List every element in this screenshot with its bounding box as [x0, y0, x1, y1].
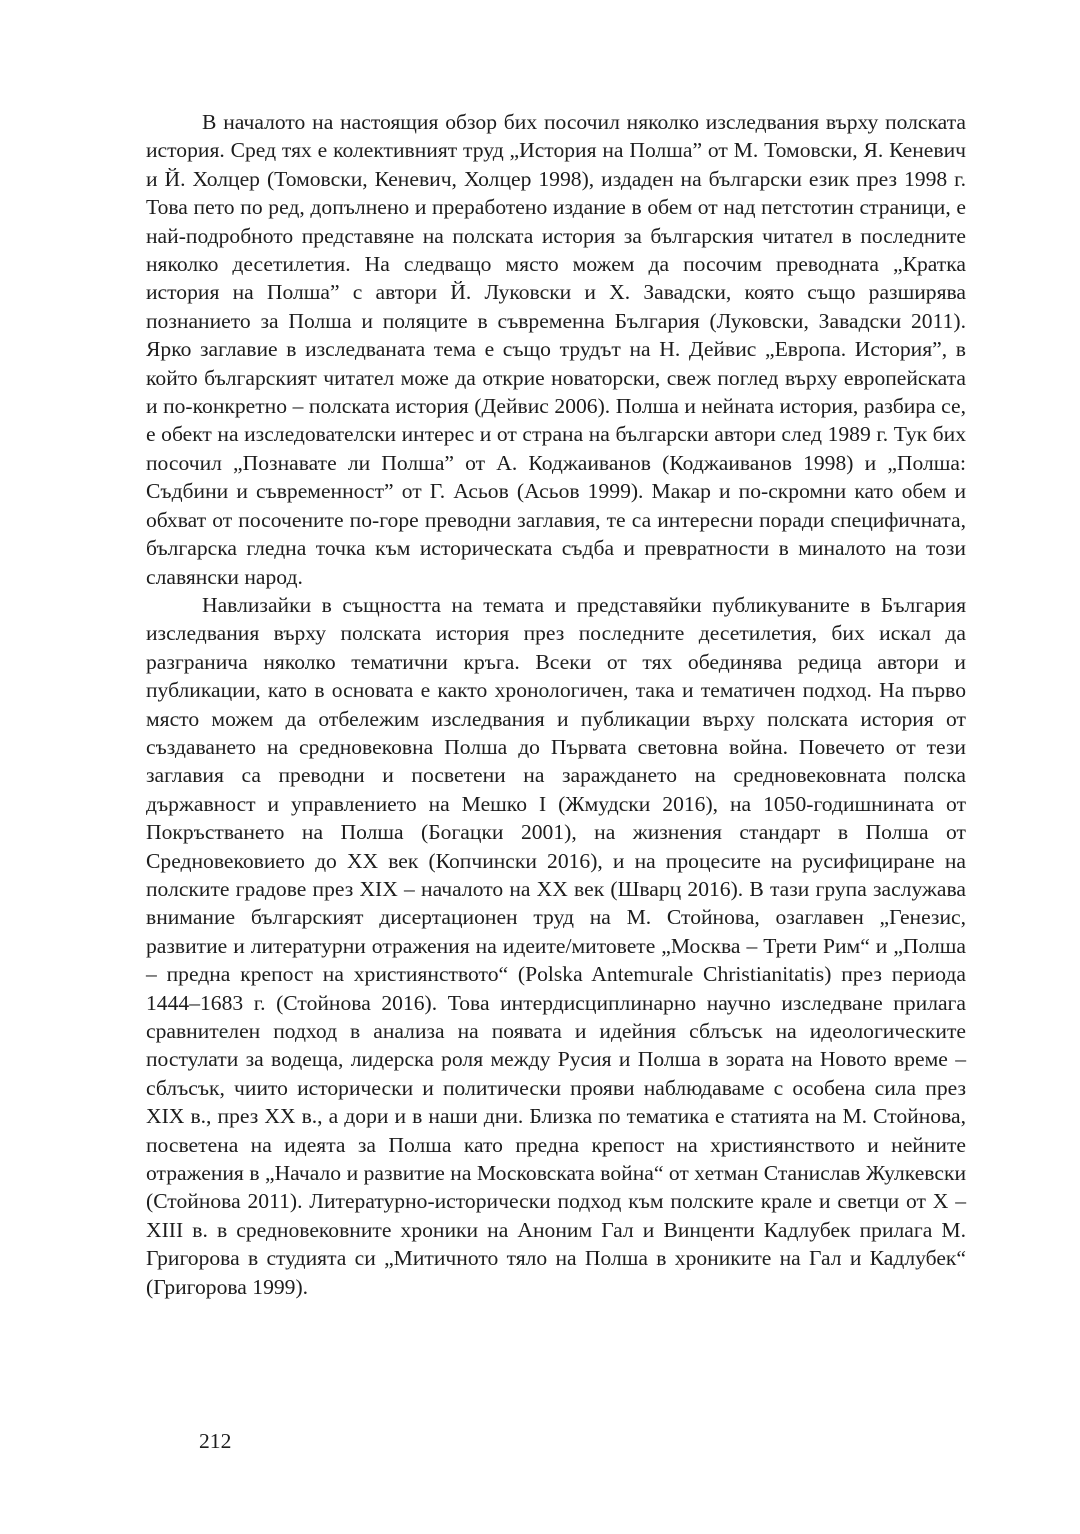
- document-body: [146, 108, 966, 1301]
- page-number: 212: [199, 1429, 232, 1453]
- paragraph: В началото на настоящия обзор бих посочил няколко изследвания върху полската история. Сред тях е колективният труд „История на Полша” от М. Томовски, Я. Кеневич и Й. Холцер (Томовски, Кеневич, Холцер 1998), издаден на български език през 1998 г. Това пето по ред, допълнено и преработено издание в обем от над петстотин страници, е най-подробното представяне на полската история за българския читател в последните няколко десетилетия. На следващо място можем да посочим преводната „Кратка история на Полша” с автори Й. Луковски и Х. Завадски, която също разширява познанието за Полша и поляците в съвременна България (Луковски, Завадски 2011). Ярко заглавие в изследваната тема е също трудът на Н. Дейвис „Европа. История”, в който българският читател може да открие новаторски, свеж поглед върху европейската и по-конкретно – полската история (Дейвис 2006). Полша и нейната история, разбира се, е обект на изследователски интерес и от страна на български автори след 1989 г. Тук бих посочил „Познавате ли Полша” от А. Коджаиванов (Коджаиванов 1998) и „Полша: Съдбини и съвременност” от Г. Асьов (Асьов 1999). Макар и по-скромни като обем и обхват от посочените по-горе преводни заглавия, те са интересни поради специфичната, българска гледна точка към историческата съдба и превратности в миналото на този славянски народ.: [146, 110, 966, 589]
- paragraph: Навлизайки в същността на темата и представяйки публикуваните в България изследвания върху полската история през последните десетилетия, бих искал да разгранича няколко тематични кръга. Всеки от тях обединява редица автори и публикации, като в основата е както хронологичен, така и тематичен подход. На първо място можем да отбележим изследвания и публикации върху полската история от създаването на средновековна Полша до Първата световна война. Повечето от тези заглавия са преводни и посветени на зараждането на средновековната полска държавност и управлението на Мешко I (Жмудски 2016), на 1050-годишнината от Покръстването на Полша (Богацки 2001), на жизнения стандарт в Полша от Средновековието до XX век (Копчински 2016), и на процесите на русифициране на полските градове през XIX – началото на XX век (Шварц 2016). В тази група заслужава внимание българският дисертационен труд на М. Стойнова, озаглавен „Генезис, развитие и литературни отражения на идеите/митовете „Москва – Трети Рим“ и „Полша – предна крепост на християнството“ (Polska Antemurale Christianitatis) през периода 1444–1683 г. (Стойнова 2016). Това интердисциплинарно научно изследване прилага сравнителен подход в анализа на появата и идейния сблъсък на идеологическите постулати за водеща, лидерска роля между Русия и Полша в зората на Новото време – сблъсък, чиито исторически и политически прояви наблюдаваме с особена сила през XIX в., през XX в., а дори и в наши дни. Близка по тематика е статията на М. Стойнова, посветена на идеята за Полша като предна крепост на християнството и нейните отражения в „Начало и развитие на Московската война“ от хетман Станислав Жулкевски (Стойнова 2011). Литературно-исторически подход към полските крале и светци от X – XIII в. в средновековните хроники на Аноним Гал и Винценти Кадлубек прилага М. Григорова в студията си „Митичното тяло на Полша в хрониките на Гал и Кадлубек“ (Григорова 1999).: [146, 592, 966, 1299]
